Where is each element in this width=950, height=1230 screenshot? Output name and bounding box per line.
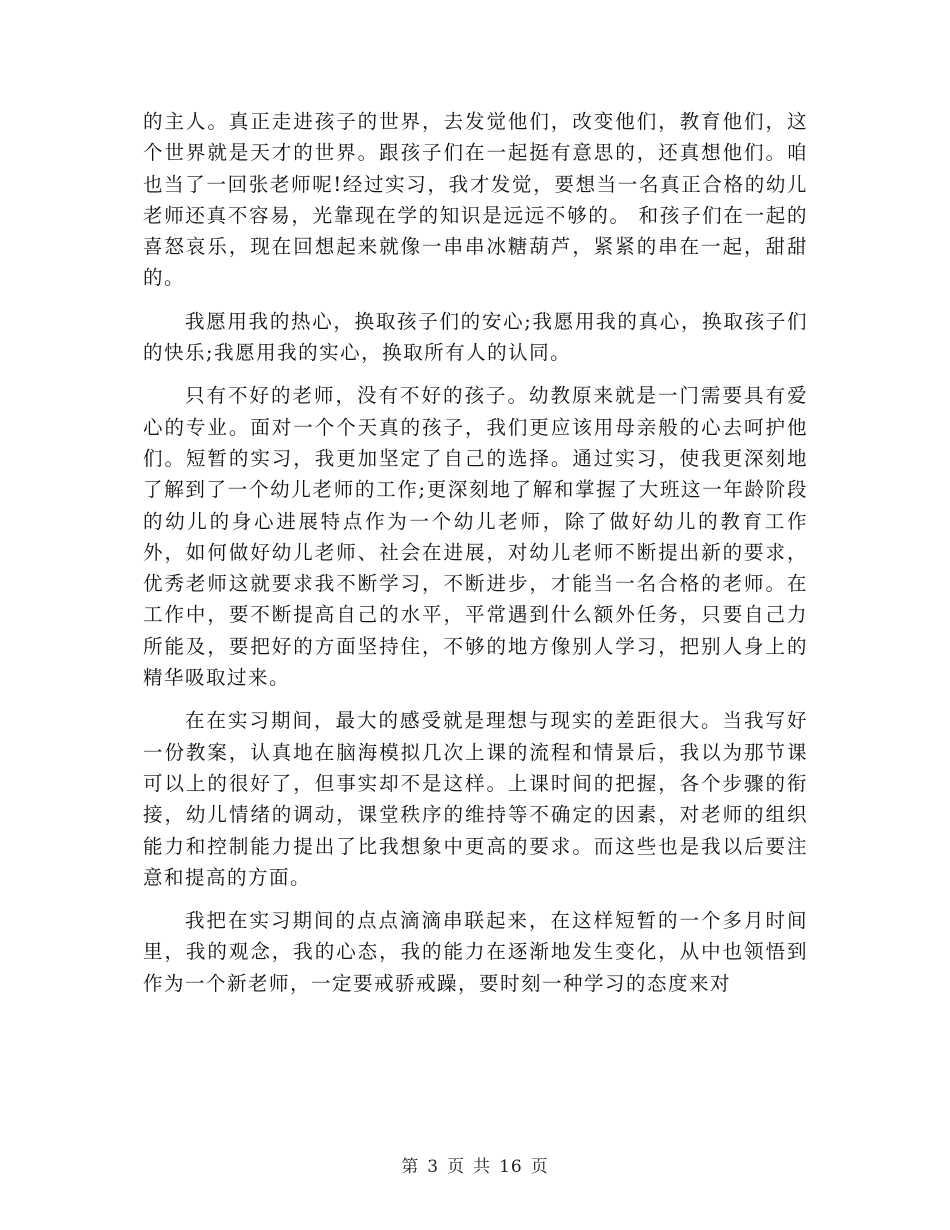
paragraph: 在在实习期间，最大的感受就是理想与现实的差距很大。当我写好一份教案，认真地在脑海模拟几次上课的流程和情景后，我以为那节课可以上的很好了，但事实却不是这样。上课时间的把握，各个步骤的衔接，幼儿情绪的调动，课堂秩序的维持等不确定的因素，对老师的组织能力和控制能力提出了比我想象中更高的要求。而这些也是我以后要注意和提高的方面。 — [143, 709, 808, 889]
current-page-number: 3 — [427, 1157, 440, 1177]
paragraph-continuation: 的主人。真正走进孩子的世界，去发觉他们，改变他们，教育他们，这个世界就是天才的世界。跟孩子们在一起挺有意思的，还真想他们。咱也当了一回张老师呢!经过实习，我才发觉，要想当一名真正合格的幼儿老师还真不容易，光靠现在学的知识是远远不够的。 和孩子们在一起的喜怒哀乐，现在回想起来就像一串串冰糖葫芦，紧紧的串在一起，甜甜的。 — [143, 110, 808, 290]
body-text — [143, 106, 808, 999]
page-footer — [0, 1152, 950, 1177]
paragraph: 只有不好的老师，没有不好的孩子。幼教原来就是一门需要具有爱心的专业。面对一个个天真的孩子，我们更应该用母亲般的心去呵护他们。短暂的实习，我更加坚定了自己的选择。通过实习，使我更深刻地了解到了一个幼儿老师的工作;更深刻地了解和掌握了大班这一年龄阶段的幼儿的身心进展特点作为一个幼儿老师，除了做好幼儿的教育工作外，如何做好幼儿老师、社会在进展，对幼儿老师不断提出新的要求，优秀老师这就要求我不断学习，不断进步，才能当一名合格的老师。在工作中，要不断提高自己的水平，平常遇到什么额外任务，只要自己力所能及，要把好的方面坚持住，不够的地方像别人学习，把别人身上的精华吸取过来。 — [143, 384, 808, 690]
footer-prefix: 第 — [401, 1157, 420, 1177]
footer-total-word: 共 — [473, 1157, 492, 1177]
paragraph: 我把在实习期间的点点滴滴串联起来，在这样短暂的一个多月时间里，我的观念，我的心态，我的能力在逐渐地发生变化，从中也领悟到作为一个新老师，一定要戒骄戒躁，要时刻一种学习的态度来对 — [143, 909, 808, 995]
footer-suffix: 页 — [530, 1157, 549, 1177]
total-page-count: 16 — [499, 1157, 523, 1177]
paragraph: 我愿用我的热心，换取孩子们的安心;我愿用我的真心，换取孩子们的快乐;我愿用我的实心，换取所有人的认同。 — [143, 309, 808, 365]
footer-page-word: 页 — [447, 1157, 466, 1177]
